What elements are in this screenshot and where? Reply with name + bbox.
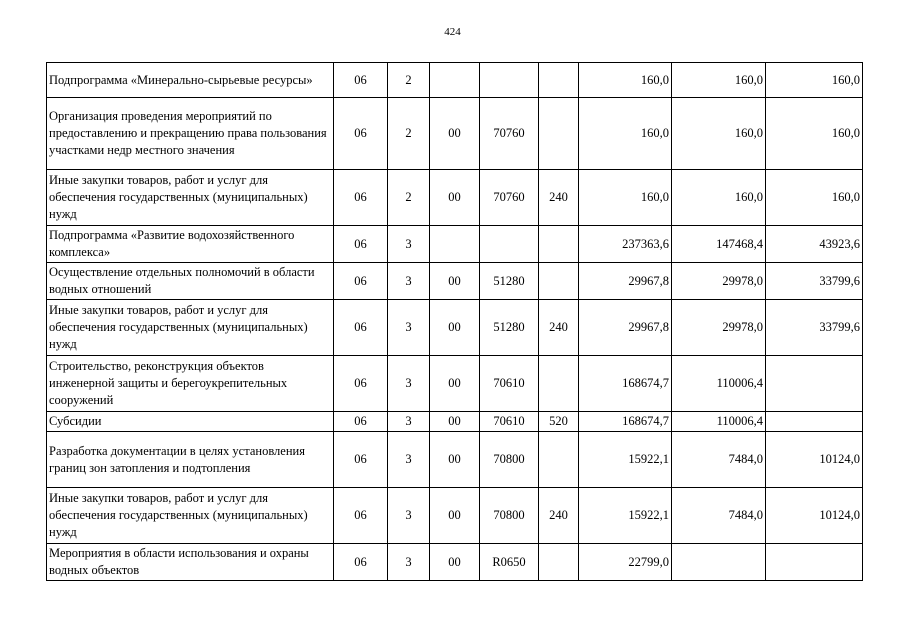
amount-year-2 <box>672 544 766 581</box>
amount-year-1: 29967,8 <box>579 300 672 356</box>
row-name: Подпрограмма «Развитие водохозяйственного комплекса» <box>47 226 334 263</box>
subprogram-code: 2 <box>388 98 430 170</box>
direction-code: R0650 <box>480 544 539 581</box>
amount-year-2: 29978,0 <box>672 263 766 300</box>
table-row <box>47 488 863 544</box>
amount-year-3 <box>766 356 863 412</box>
amount-year-1: 15922,1 <box>579 432 672 488</box>
amount-year-2: 110006,4 <box>672 356 766 412</box>
amount-year-2: 147468,4 <box>672 226 766 263</box>
expense-type-code: 240 <box>539 488 579 544</box>
amount-year-2: 7484,0 <box>672 432 766 488</box>
table-row <box>47 98 863 170</box>
section-code: 06 <box>334 300 388 356</box>
table-row <box>47 170 863 226</box>
direction-code: 70760 <box>480 170 539 226</box>
amount-year-3: 160,0 <box>766 63 863 98</box>
subprogram-code: 2 <box>388 63 430 98</box>
row-name: Подпрограмма «Минерально-сырьевые ресурсы» <box>47 63 334 98</box>
amount-year-3: 43923,6 <box>766 226 863 263</box>
direction-code: 51280 <box>480 263 539 300</box>
sub-code: 00 <box>430 263 480 300</box>
amount-year-1: 168674,7 <box>579 412 672 432</box>
direction-code <box>480 226 539 263</box>
amount-year-1: 15922,1 <box>579 488 672 544</box>
row-name: Мероприятия в области использования и охраны водных объектов <box>47 544 334 581</box>
table-row <box>47 63 863 98</box>
row-name: Организация проведения мероприятий по предоставлению и прекращению права пользования участками недр местного значения <box>47 98 334 170</box>
expense-type-code <box>539 356 579 412</box>
amount-year-1: 160,0 <box>579 98 672 170</box>
page-number: 424 <box>444 26 461 38</box>
direction-code: 51280 <box>480 300 539 356</box>
section-code: 06 <box>334 170 388 226</box>
row-name: Иные закупки товаров, работ и услуг для обеспечения государственных (муниципальных) нужд <box>47 300 334 356</box>
budget-table <box>46 62 863 581</box>
amount-year-3: 10124,0 <box>766 488 863 544</box>
subprogram-code: 3 <box>388 432 430 488</box>
subprogram-code: 3 <box>388 412 430 432</box>
row-name: Иные закупки товаров, работ и услуг для обеспечения государственных (муниципальных) нужд <box>47 170 334 226</box>
subprogram-code: 3 <box>388 263 430 300</box>
amount-year-3: 10124,0 <box>766 432 863 488</box>
expense-type-code: 520 <box>539 412 579 432</box>
direction-code: 70800 <box>480 432 539 488</box>
amount-year-3: 160,0 <box>766 170 863 226</box>
sub-code: 00 <box>430 98 480 170</box>
subprogram-code: 2 <box>388 170 430 226</box>
sub-code <box>430 226 480 263</box>
table-row <box>47 544 863 581</box>
section-code: 06 <box>334 226 388 263</box>
amount-year-2: 29978,0 <box>672 300 766 356</box>
sub-code: 00 <box>430 356 480 412</box>
direction-code <box>480 63 539 98</box>
amount-year-1: 160,0 <box>579 63 672 98</box>
sub-code: 00 <box>430 170 480 226</box>
subprogram-code: 3 <box>388 544 430 581</box>
expense-type-code <box>539 544 579 581</box>
amount-year-1: 237363,6 <box>579 226 672 263</box>
sub-code <box>430 63 480 98</box>
table-row <box>47 412 863 432</box>
section-code: 06 <box>334 63 388 98</box>
row-name: Разработка документации в целях установления границ зон затопления и подтопления <box>47 432 334 488</box>
amount-year-2: 160,0 <box>672 63 766 98</box>
sub-code: 00 <box>430 488 480 544</box>
expense-type-code <box>539 98 579 170</box>
amount-year-3: 160,0 <box>766 98 863 170</box>
table-row <box>47 263 863 300</box>
expense-type-code <box>539 63 579 98</box>
amount-year-2: 7484,0 <box>672 488 766 544</box>
expense-type-code <box>539 226 579 263</box>
amount-year-2: 160,0 <box>672 98 766 170</box>
amount-year-3: 33799,6 <box>766 263 863 300</box>
amount-year-1: 168674,7 <box>579 356 672 412</box>
table-row <box>47 432 863 488</box>
section-code: 06 <box>334 544 388 581</box>
expense-type-code <box>539 432 579 488</box>
row-name: Субсидии <box>47 412 334 432</box>
subprogram-code: 3 <box>388 226 430 263</box>
expense-type-code: 240 <box>539 170 579 226</box>
subprogram-code: 3 <box>388 488 430 544</box>
table-row <box>47 226 863 263</box>
table-row <box>47 300 863 356</box>
section-code: 06 <box>334 98 388 170</box>
direction-code: 70610 <box>480 356 539 412</box>
direction-code: 70610 <box>480 412 539 432</box>
section-code: 06 <box>334 356 388 412</box>
section-code: 06 <box>334 488 388 544</box>
expense-type-code: 240 <box>539 300 579 356</box>
sub-code: 00 <box>430 300 480 356</box>
amount-year-3 <box>766 412 863 432</box>
section-code: 06 <box>334 412 388 432</box>
sub-code: 00 <box>430 544 480 581</box>
sub-code: 00 <box>430 412 480 432</box>
amount-year-2: 110006,4 <box>672 412 766 432</box>
amount-year-3 <box>766 544 863 581</box>
direction-code: 70800 <box>480 488 539 544</box>
row-name: Осуществление отдельных полномочий в области водных отношений <box>47 263 334 300</box>
amount-year-3: 33799,6 <box>766 300 863 356</box>
direction-code: 70760 <box>480 98 539 170</box>
row-name: Иные закупки товаров, работ и услуг для обеспечения государственных (муниципальных) нужд <box>47 488 334 544</box>
row-name: Строительство, реконструкция объектов инженерной защиты и берегоукрепительных сооружений <box>47 356 334 412</box>
subprogram-code: 3 <box>388 300 430 356</box>
expense-type-code <box>539 263 579 300</box>
amount-year-1: 160,0 <box>579 170 672 226</box>
amount-year-1: 22799,0 <box>579 544 672 581</box>
section-code: 06 <box>334 263 388 300</box>
subprogram-code: 3 <box>388 356 430 412</box>
section-code: 06 <box>334 432 388 488</box>
amount-year-2: 160,0 <box>672 170 766 226</box>
sub-code: 00 <box>430 432 480 488</box>
amount-year-1: 29967,8 <box>579 263 672 300</box>
table-row <box>47 356 863 412</box>
